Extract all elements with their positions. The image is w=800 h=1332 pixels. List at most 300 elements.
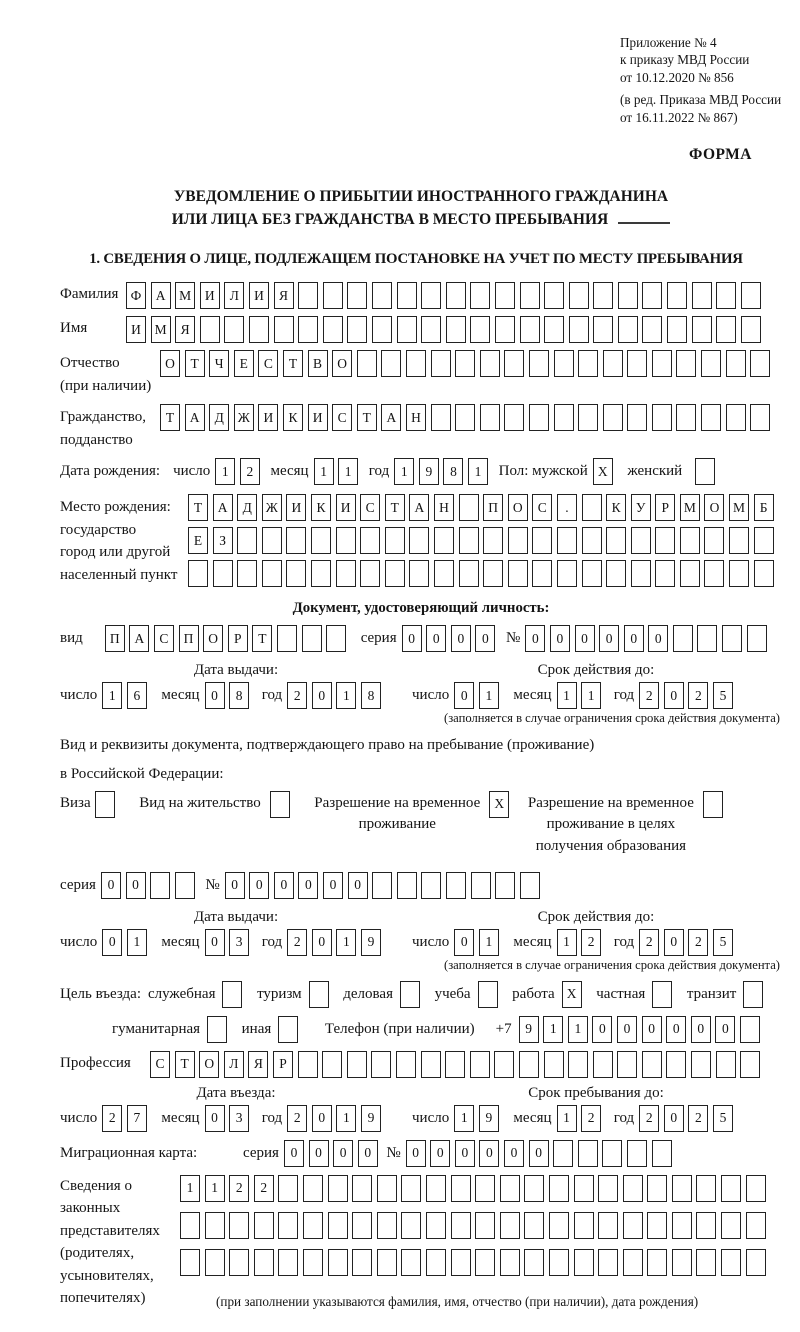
char-cell[interactable]: 2 bbox=[688, 682, 708, 709]
char-cell[interactable]: 0 bbox=[101, 872, 121, 899]
char-cell[interactable] bbox=[205, 1212, 225, 1239]
char-cell[interactable]: Н bbox=[434, 494, 454, 521]
char-cell[interactable]: 1 bbox=[338, 458, 358, 485]
char-cell[interactable] bbox=[695, 458, 715, 485]
char-cell[interactable] bbox=[750, 350, 770, 377]
char-cell[interactable]: Д bbox=[237, 494, 257, 521]
given-name-cells[interactable] bbox=[126, 316, 765, 343]
char-cell[interactable] bbox=[603, 350, 623, 377]
char-cell[interactable]: К bbox=[311, 494, 331, 521]
char-cell[interactable] bbox=[480, 404, 500, 431]
char-cell[interactable]: 1 bbox=[314, 458, 334, 485]
char-cell[interactable]: 0 bbox=[599, 625, 619, 652]
char-cell[interactable] bbox=[721, 1212, 741, 1239]
char-cell[interactable] bbox=[598, 1175, 618, 1202]
char-cell[interactable] bbox=[549, 1175, 569, 1202]
char-cell[interactable] bbox=[729, 527, 749, 554]
char-cell[interactable]: 0 bbox=[664, 929, 684, 956]
char-cell[interactable] bbox=[642, 282, 662, 309]
char-cell[interactable]: Т bbox=[252, 625, 272, 652]
char-cell[interactable] bbox=[401, 1175, 421, 1202]
char-cell[interactable]: С bbox=[154, 625, 174, 652]
char-cell[interactable]: З bbox=[213, 527, 233, 554]
entry-month-cells[interactable] bbox=[205, 1105, 254, 1132]
char-cell[interactable] bbox=[500, 1249, 520, 1276]
char-cell[interactable]: А bbox=[185, 404, 205, 431]
char-cell[interactable]: 0 bbox=[323, 872, 343, 899]
char-cell[interactable]: 9 bbox=[361, 929, 381, 956]
char-cell[interactable] bbox=[277, 625, 297, 652]
char-cell[interactable]: 9 bbox=[479, 1105, 499, 1132]
char-cell[interactable] bbox=[372, 282, 392, 309]
char-cell[interactable] bbox=[631, 527, 651, 554]
char-cell[interactable] bbox=[642, 1051, 662, 1078]
char-cell[interactable] bbox=[455, 350, 475, 377]
char-cell[interactable]: 0 bbox=[624, 625, 644, 652]
char-cell[interactable] bbox=[421, 1051, 441, 1078]
char-cell[interactable] bbox=[701, 404, 721, 431]
char-cell[interactable] bbox=[385, 560, 405, 587]
char-cell[interactable] bbox=[451, 1249, 471, 1276]
char-cell[interactable]: О bbox=[160, 350, 180, 377]
char-cell[interactable]: М bbox=[729, 494, 749, 521]
char-cell[interactable] bbox=[500, 1175, 520, 1202]
residence-seriya-cells[interactable] bbox=[101, 872, 199, 899]
char-cell[interactable]: 0 bbox=[205, 1105, 225, 1132]
char-cell[interactable]: 0 bbox=[592, 1016, 612, 1043]
char-cell[interactable] bbox=[652, 404, 672, 431]
char-cell[interactable]: 0 bbox=[205, 682, 225, 709]
char-cell[interactable]: Б bbox=[754, 494, 774, 521]
char-cell[interactable] bbox=[371, 1051, 391, 1078]
char-cell[interactable] bbox=[508, 560, 528, 587]
char-cell[interactable]: Т bbox=[185, 350, 205, 377]
char-cell[interactable] bbox=[642, 316, 662, 343]
char-cell[interactable] bbox=[446, 282, 466, 309]
char-cell[interactable] bbox=[578, 350, 598, 377]
birth-year-cells[interactable] bbox=[394, 458, 492, 485]
char-cell[interactable] bbox=[270, 791, 290, 818]
char-cell[interactable] bbox=[237, 527, 257, 554]
char-cell[interactable] bbox=[328, 1212, 348, 1239]
char-cell[interactable] bbox=[278, 1175, 298, 1202]
birth-month-cells[interactable] bbox=[314, 458, 363, 485]
char-cell[interactable] bbox=[495, 316, 515, 343]
char-cell[interactable]: 2 bbox=[688, 1105, 708, 1132]
char-cell[interactable] bbox=[652, 350, 672, 377]
char-cell[interactable]: 0 bbox=[102, 929, 122, 956]
purpose-study-checkbox[interactable] bbox=[478, 981, 503, 1008]
char-cell[interactable] bbox=[508, 527, 528, 554]
char-cell[interactable]: X bbox=[489, 791, 509, 818]
char-cell[interactable] bbox=[680, 560, 700, 587]
char-cell[interactable]: С bbox=[150, 1051, 170, 1078]
char-cell[interactable]: 2 bbox=[287, 682, 307, 709]
char-cell[interactable] bbox=[754, 527, 774, 554]
birth-place-line2[interactable] bbox=[188, 527, 778, 554]
char-cell[interactable] bbox=[224, 316, 244, 343]
char-cell[interactable] bbox=[470, 316, 490, 343]
char-cell[interactable]: 0 bbox=[475, 625, 495, 652]
char-cell[interactable] bbox=[262, 560, 282, 587]
char-cell[interactable] bbox=[673, 625, 693, 652]
char-cell[interactable] bbox=[278, 1016, 298, 1043]
char-cell[interactable] bbox=[647, 1175, 667, 1202]
char-cell[interactable]: 1 bbox=[205, 1175, 225, 1202]
expiry-month-cells[interactable] bbox=[557, 682, 606, 709]
stay-year-cells[interactable] bbox=[639, 1105, 737, 1132]
char-cell[interactable] bbox=[703, 791, 723, 818]
char-cell[interactable]: И bbox=[308, 404, 328, 431]
char-cell[interactable]: К bbox=[283, 404, 303, 431]
char-cell[interactable]: 0 bbox=[274, 872, 294, 899]
char-cell[interactable]: 0 bbox=[451, 625, 471, 652]
char-cell[interactable] bbox=[701, 350, 721, 377]
expiry-day-cells[interactable] bbox=[454, 682, 503, 709]
char-cell[interactable]: Е bbox=[234, 350, 254, 377]
char-cell[interactable] bbox=[480, 350, 500, 377]
char-cell[interactable] bbox=[286, 560, 306, 587]
char-cell[interactable]: О bbox=[332, 350, 352, 377]
char-cell[interactable] bbox=[627, 350, 647, 377]
char-cell[interactable] bbox=[704, 527, 724, 554]
char-cell[interactable]: О bbox=[199, 1051, 219, 1078]
char-cell[interactable]: Л bbox=[224, 1051, 244, 1078]
char-cell[interactable]: П bbox=[179, 625, 199, 652]
char-cell[interactable] bbox=[352, 1212, 372, 1239]
char-cell[interactable]: 8 bbox=[443, 458, 463, 485]
char-cell[interactable] bbox=[520, 872, 540, 899]
char-cell[interactable] bbox=[451, 1212, 471, 1239]
char-cell[interactable]: С bbox=[360, 494, 380, 521]
char-cell[interactable] bbox=[652, 981, 672, 1008]
char-cell[interactable] bbox=[426, 1212, 446, 1239]
char-cell[interactable]: В bbox=[308, 350, 328, 377]
char-cell[interactable] bbox=[623, 1249, 643, 1276]
doc-number-cells[interactable] bbox=[525, 625, 771, 652]
char-cell[interactable] bbox=[716, 1051, 736, 1078]
char-cell[interactable] bbox=[524, 1249, 544, 1276]
char-cell[interactable]: Р bbox=[273, 1051, 293, 1078]
char-cell[interactable] bbox=[741, 282, 761, 309]
char-cell[interactable] bbox=[647, 1249, 667, 1276]
char-cell[interactable] bbox=[347, 1051, 367, 1078]
char-cell[interactable]: 0 bbox=[642, 1016, 662, 1043]
char-cell[interactable] bbox=[606, 527, 626, 554]
char-cell[interactable]: 0 bbox=[454, 682, 474, 709]
residence-issue-day-cells[interactable] bbox=[102, 929, 151, 956]
char-cell[interactable]: 8 bbox=[229, 682, 249, 709]
doc-kind-cells[interactable] bbox=[105, 625, 351, 652]
birth-place-line3[interactable] bbox=[188, 560, 778, 587]
char-cell[interactable] bbox=[377, 1175, 397, 1202]
char-cell[interactable]: Т bbox=[357, 404, 377, 431]
char-cell[interactable] bbox=[336, 560, 356, 587]
char-cell[interactable] bbox=[426, 1175, 446, 1202]
char-cell[interactable] bbox=[696, 1175, 716, 1202]
char-cell[interactable] bbox=[676, 350, 696, 377]
char-cell[interactable]: У bbox=[631, 494, 651, 521]
char-cell[interactable] bbox=[180, 1249, 200, 1276]
purpose-private-checkbox[interactable] bbox=[652, 981, 677, 1008]
stay-day-cells[interactable] bbox=[454, 1105, 503, 1132]
char-cell[interactable] bbox=[445, 1051, 465, 1078]
char-cell[interactable]: 0 bbox=[402, 625, 422, 652]
char-cell[interactable] bbox=[716, 316, 736, 343]
purpose-transit-checkbox[interactable] bbox=[743, 981, 768, 1008]
char-cell[interactable] bbox=[278, 1212, 298, 1239]
char-cell[interactable] bbox=[721, 1249, 741, 1276]
char-cell[interactable] bbox=[222, 981, 242, 1008]
char-cell[interactable]: 0 bbox=[406, 1140, 426, 1167]
char-cell[interactable]: 2 bbox=[581, 1105, 601, 1132]
char-cell[interactable] bbox=[459, 560, 479, 587]
char-cell[interactable] bbox=[372, 872, 392, 899]
char-cell[interactable]: М bbox=[175, 282, 195, 309]
char-cell[interactable] bbox=[470, 282, 490, 309]
char-cell[interactable]: 2 bbox=[229, 1175, 249, 1202]
char-cell[interactable] bbox=[623, 1175, 643, 1202]
temp-residence-education-checkbox[interactable] bbox=[703, 791, 728, 818]
char-cell[interactable] bbox=[544, 1051, 564, 1078]
char-cell[interactable] bbox=[520, 282, 540, 309]
char-cell[interactable]: 0 bbox=[426, 625, 446, 652]
char-cell[interactable] bbox=[434, 527, 454, 554]
char-cell[interactable] bbox=[426, 1249, 446, 1276]
char-cell[interactable] bbox=[721, 1175, 741, 1202]
char-cell[interactable]: 2 bbox=[102, 1105, 122, 1132]
char-cell[interactable] bbox=[672, 1175, 692, 1202]
char-cell[interactable] bbox=[574, 1175, 594, 1202]
char-cell[interactable] bbox=[697, 625, 717, 652]
char-cell[interactable]: 0 bbox=[550, 625, 570, 652]
char-cell[interactable]: Я bbox=[274, 282, 294, 309]
char-cell[interactable] bbox=[623, 1212, 643, 1239]
char-cell[interactable] bbox=[421, 872, 441, 899]
char-cell[interactable]: И bbox=[126, 316, 146, 343]
char-cell[interactable] bbox=[593, 282, 613, 309]
char-cell[interactable] bbox=[478, 981, 498, 1008]
char-cell[interactable] bbox=[569, 282, 589, 309]
char-cell[interactable]: Д bbox=[209, 404, 229, 431]
char-cell[interactable] bbox=[150, 872, 170, 899]
entry-day-cells[interactable] bbox=[102, 1105, 151, 1132]
char-cell[interactable] bbox=[213, 560, 233, 587]
char-cell[interactable] bbox=[726, 404, 746, 431]
char-cell[interactable]: Р bbox=[228, 625, 248, 652]
char-cell[interactable] bbox=[475, 1175, 495, 1202]
char-cell[interactable] bbox=[311, 527, 331, 554]
char-cell[interactable] bbox=[459, 527, 479, 554]
char-cell[interactable] bbox=[532, 560, 552, 587]
char-cell[interactable] bbox=[692, 282, 712, 309]
char-cell[interactable] bbox=[302, 625, 322, 652]
residence-expiry-day-cells[interactable] bbox=[454, 929, 503, 956]
char-cell[interactable] bbox=[520, 316, 540, 343]
char-cell[interactable]: И bbox=[249, 282, 269, 309]
char-cell[interactable] bbox=[303, 1175, 323, 1202]
char-cell[interactable] bbox=[254, 1212, 274, 1239]
char-cell[interactable]: И bbox=[200, 282, 220, 309]
char-cell[interactable] bbox=[598, 1249, 618, 1276]
char-cell[interactable]: 0 bbox=[126, 872, 146, 899]
char-cell[interactable] bbox=[680, 527, 700, 554]
char-cell[interactable] bbox=[574, 1249, 594, 1276]
char-cell[interactable]: X bbox=[562, 981, 582, 1008]
char-cell[interactable]: А bbox=[409, 494, 429, 521]
representatives-line3[interactable] bbox=[180, 1249, 770, 1276]
char-cell[interactable]: 0 bbox=[715, 1016, 735, 1043]
char-cell[interactable] bbox=[740, 1016, 760, 1043]
char-cell[interactable] bbox=[532, 527, 552, 554]
char-cell[interactable]: 9 bbox=[419, 458, 439, 485]
char-cell[interactable]: Ч bbox=[209, 350, 229, 377]
char-cell[interactable]: 0 bbox=[525, 625, 545, 652]
birth-place-line1[interactable] bbox=[188, 494, 778, 521]
char-cell[interactable]: 0 bbox=[333, 1140, 353, 1167]
char-cell[interactable]: 0 bbox=[529, 1140, 549, 1167]
char-cell[interactable] bbox=[347, 282, 367, 309]
char-cell[interactable] bbox=[746, 1175, 766, 1202]
residence-issue-month-cells[interactable] bbox=[205, 929, 254, 956]
char-cell[interactable] bbox=[743, 981, 763, 1008]
char-cell[interactable] bbox=[557, 527, 577, 554]
char-cell[interactable] bbox=[471, 872, 491, 899]
char-cell[interactable] bbox=[593, 316, 613, 343]
char-cell[interactable]: 2 bbox=[639, 682, 659, 709]
char-cell[interactable] bbox=[603, 404, 623, 431]
char-cell[interactable]: 0 bbox=[358, 1140, 378, 1167]
char-cell[interactable]: Т bbox=[188, 494, 208, 521]
char-cell[interactable] bbox=[750, 404, 770, 431]
char-cell[interactable] bbox=[582, 494, 602, 521]
char-cell[interactable] bbox=[188, 560, 208, 587]
visa-checkbox[interactable] bbox=[95, 791, 120, 818]
char-cell[interactable] bbox=[740, 1051, 760, 1078]
char-cell[interactable] bbox=[401, 1212, 421, 1239]
char-cell[interactable]: 9 bbox=[361, 1105, 381, 1132]
char-cell[interactable] bbox=[434, 560, 454, 587]
char-cell[interactable] bbox=[519, 1051, 539, 1078]
purpose-commercial-checkbox[interactable] bbox=[400, 981, 425, 1008]
char-cell[interactable] bbox=[400, 981, 420, 1008]
char-cell[interactable] bbox=[574, 1212, 594, 1239]
char-cell[interactable]: Л bbox=[224, 282, 244, 309]
char-cell[interactable]: Р bbox=[655, 494, 675, 521]
char-cell[interactable]: 0 bbox=[666, 1016, 686, 1043]
char-cell[interactable] bbox=[627, 404, 647, 431]
char-cell[interactable]: Ж bbox=[262, 494, 282, 521]
char-cell[interactable] bbox=[524, 1212, 544, 1239]
char-cell[interactable]: 5 bbox=[713, 929, 733, 956]
char-cell[interactable] bbox=[397, 316, 417, 343]
char-cell[interactable]: 1 bbox=[336, 929, 356, 956]
char-cell[interactable]: М bbox=[151, 316, 171, 343]
char-cell[interactable] bbox=[483, 560, 503, 587]
expiry-year-cells[interactable] bbox=[639, 682, 737, 709]
char-cell[interactable]: 1 bbox=[102, 682, 122, 709]
char-cell[interactable]: 2 bbox=[240, 458, 260, 485]
char-cell[interactable] bbox=[459, 494, 479, 521]
char-cell[interactable]: 1 bbox=[543, 1016, 563, 1043]
char-cell[interactable] bbox=[631, 560, 651, 587]
char-cell[interactable] bbox=[524, 1175, 544, 1202]
char-cell[interactable]: И bbox=[286, 494, 306, 521]
char-cell[interactable]: 7 bbox=[127, 1105, 147, 1132]
char-cell[interactable]: Ф bbox=[126, 282, 146, 309]
char-cell[interactable]: 6 bbox=[127, 682, 147, 709]
char-cell[interactable] bbox=[729, 560, 749, 587]
char-cell[interactable] bbox=[582, 560, 602, 587]
char-cell[interactable]: Т bbox=[175, 1051, 195, 1078]
char-cell[interactable]: А bbox=[213, 494, 233, 521]
char-cell[interactable] bbox=[229, 1249, 249, 1276]
char-cell[interactable] bbox=[323, 282, 343, 309]
purpose-other-checkbox[interactable] bbox=[278, 1016, 303, 1043]
char-cell[interactable] bbox=[692, 316, 712, 343]
issue-month-cells[interactable] bbox=[205, 682, 254, 709]
char-cell[interactable]: 1 bbox=[568, 1016, 588, 1043]
char-cell[interactable] bbox=[95, 791, 115, 818]
char-cell[interactable] bbox=[381, 350, 401, 377]
char-cell[interactable]: О bbox=[704, 494, 724, 521]
char-cell[interactable]: 0 bbox=[575, 625, 595, 652]
char-cell[interactable] bbox=[254, 1249, 274, 1276]
char-cell[interactable] bbox=[249, 316, 269, 343]
char-cell[interactable] bbox=[207, 1016, 227, 1043]
residence-number-cells[interactable] bbox=[225, 872, 545, 899]
char-cell[interactable]: П bbox=[483, 494, 503, 521]
char-cell[interactable] bbox=[352, 1249, 372, 1276]
char-cell[interactable] bbox=[446, 316, 466, 343]
char-cell[interactable] bbox=[298, 316, 318, 343]
purpose-business-checkbox[interactable] bbox=[222, 981, 247, 1008]
char-cell[interactable] bbox=[409, 560, 429, 587]
char-cell[interactable]: 5 bbox=[713, 682, 733, 709]
char-cell[interactable]: Т bbox=[283, 350, 303, 377]
char-cell[interactable] bbox=[328, 1249, 348, 1276]
char-cell[interactable] bbox=[451, 1175, 471, 1202]
char-cell[interactable] bbox=[483, 527, 503, 554]
char-cell[interactable] bbox=[696, 1249, 716, 1276]
char-cell[interactable]: 0 bbox=[309, 1140, 329, 1167]
char-cell[interactable]: 0 bbox=[205, 929, 225, 956]
char-cell[interactable] bbox=[397, 872, 417, 899]
char-cell[interactable] bbox=[494, 1051, 514, 1078]
char-cell[interactable] bbox=[647, 1212, 667, 1239]
char-cell[interactable] bbox=[475, 1212, 495, 1239]
char-cell[interactable]: Я bbox=[175, 316, 195, 343]
char-cell[interactable] bbox=[504, 404, 524, 431]
char-cell[interactable]: 3 bbox=[229, 929, 249, 956]
char-cell[interactable] bbox=[747, 625, 767, 652]
char-cell[interactable] bbox=[357, 350, 377, 377]
char-cell[interactable]: 2 bbox=[639, 1105, 659, 1132]
char-cell[interactable]: И bbox=[336, 494, 356, 521]
char-cell[interactable] bbox=[568, 1051, 588, 1078]
char-cell[interactable] bbox=[691, 1051, 711, 1078]
char-cell[interactable] bbox=[500, 1212, 520, 1239]
char-cell[interactable]: 0 bbox=[648, 625, 668, 652]
char-cell[interactable]: 0 bbox=[312, 1105, 332, 1132]
char-cell[interactable] bbox=[593, 1051, 613, 1078]
char-cell[interactable] bbox=[716, 282, 736, 309]
char-cell[interactable]: 2 bbox=[688, 929, 708, 956]
char-cell[interactable]: 0 bbox=[225, 872, 245, 899]
char-cell[interactable] bbox=[618, 282, 638, 309]
char-cell[interactable] bbox=[328, 1175, 348, 1202]
char-cell[interactable]: 0 bbox=[312, 682, 332, 709]
